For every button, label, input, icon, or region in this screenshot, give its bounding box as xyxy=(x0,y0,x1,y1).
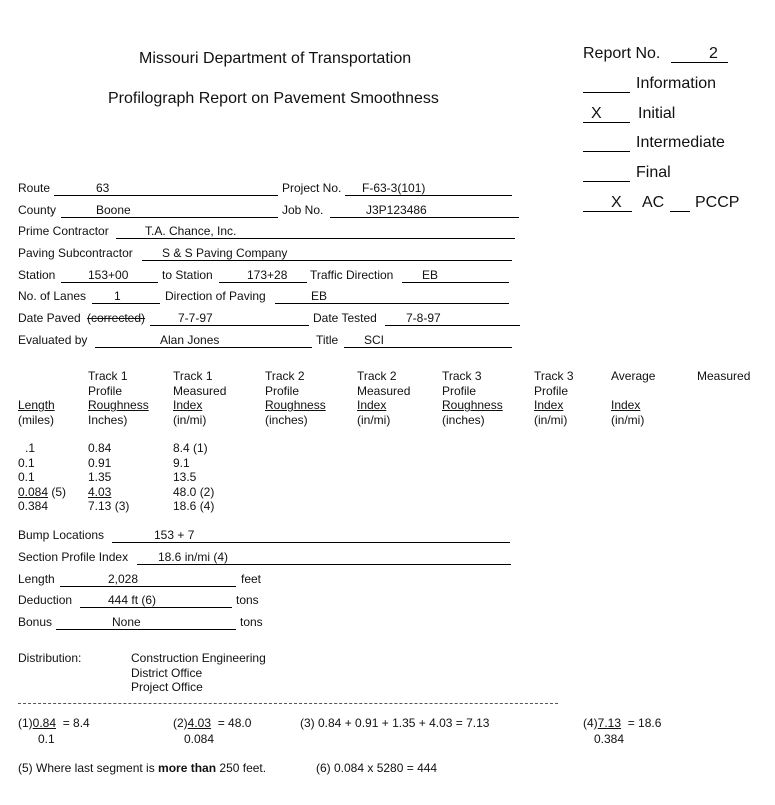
paving-label: Paving Subcontractor xyxy=(18,246,133,260)
report-no-label: Report No. xyxy=(583,45,661,62)
traffic-value: EB xyxy=(422,268,439,282)
traffic-label: Traffic Direction xyxy=(310,268,394,282)
bonus-value: None xyxy=(112,615,141,629)
deduction-label: Deduction xyxy=(18,593,73,607)
header-track3-roughness: Track 3 Profile Roughness (inches) xyxy=(442,369,503,427)
date-tested-label: Date Tested xyxy=(313,311,377,325)
report-no-value: 2 xyxy=(709,45,718,62)
footnote-1: (1)0.84 = 8.4 xyxy=(18,716,90,730)
direction-value: EB xyxy=(311,289,328,303)
date-tested-value: 7-8-97 xyxy=(406,311,441,325)
header-length: Length (miles) xyxy=(18,398,55,427)
table-row: .1 xyxy=(25,441,36,455)
bonus-unit: tons xyxy=(240,615,263,629)
county-label: County xyxy=(18,203,57,217)
header-measured: Measured xyxy=(697,369,751,383)
footnote-2-denominator: 0.084 xyxy=(184,732,215,746)
document-subtitle: Profilograph Report on Pavement Smoothness xyxy=(108,90,439,107)
document-title: Missouri Department of Transportation xyxy=(139,50,412,67)
footnote-1-denominator: 0.1 xyxy=(38,732,55,746)
route-label: Route xyxy=(18,181,51,195)
distribution-label: Distribution: xyxy=(18,651,82,665)
date-paved-note: (corrected) xyxy=(87,311,146,325)
ac-mark: X xyxy=(611,194,622,211)
deduction-value: 444 ft (6) xyxy=(108,593,157,607)
pccp-label: PCCP xyxy=(695,194,740,211)
spi-label: Section Profile Index xyxy=(18,550,129,564)
intermediate-label: Intermediate xyxy=(636,134,725,151)
header-track2-roughness: Track 2 Profile Roughness (inches) xyxy=(265,369,326,427)
prime-label: Prime Contractor xyxy=(18,224,109,238)
evaluated-value: Alan Jones xyxy=(160,333,220,347)
route-value: 63 xyxy=(96,181,110,195)
spi-value: 18.6 in/mi (4) xyxy=(158,550,229,564)
prime-value: T.A. Chance, Inc. xyxy=(145,224,237,238)
bump-value: 153 + 7 xyxy=(154,528,195,542)
divider xyxy=(18,703,558,704)
header-track1-roughness: Track 1 Profile Roughness Inches) xyxy=(88,369,149,427)
project-label: Project No. xyxy=(282,181,342,195)
footnote-2: (2)4.03 = 48.0 xyxy=(173,716,252,730)
station-to-value: 173+28 xyxy=(247,268,288,282)
header-average-index: Average Index (in/mi) xyxy=(611,369,656,427)
length-label: Length xyxy=(18,572,55,586)
project-value: F-63-3(101) xyxy=(362,181,426,195)
distribution-list xyxy=(131,651,266,695)
station-label: Station xyxy=(18,268,56,282)
list-item: Construction Engineering xyxy=(131,651,266,665)
footnote-3: (3) 0.84 + 0.91 + 1.35 + 4.03 = 7.13 xyxy=(300,716,490,730)
bump-label: Bump Locations xyxy=(18,528,105,542)
footnote-4: (4)7.13 = 18.6 xyxy=(583,716,662,730)
footnote-5: (5) Where last segment is more than 250 feet. xyxy=(18,761,267,775)
list-item: Project Office xyxy=(131,680,203,694)
lanes-label: No. of Lanes xyxy=(18,289,87,303)
station-from-value: 153+00 xyxy=(88,268,129,282)
county-value: Boone xyxy=(96,203,131,217)
deduction-unit: tons xyxy=(236,593,259,607)
direction-label: Direction of Paving xyxy=(165,289,266,303)
length-value: 2,028 xyxy=(108,572,139,586)
table-row: 0.084 (5) xyxy=(18,484,67,499)
list-item: District Office xyxy=(131,665,203,680)
table-row: 0.384 xyxy=(18,499,49,513)
title-label: Title xyxy=(316,333,339,347)
title-value: SCI xyxy=(364,333,385,347)
header-track2-index: Track 2 Measured Index (in/mi) xyxy=(357,369,411,427)
header-track3-index: Track 3 Profile Index (in/mi) xyxy=(534,369,574,427)
table-row: 0.1 xyxy=(18,455,35,470)
initial-label: Initial xyxy=(638,105,676,122)
column-track1-roughness: 0.84 0.91 1.35 4.03 7.13 (3) xyxy=(88,441,130,513)
lanes-value: 1 xyxy=(114,289,121,303)
job-value: J3P123486 xyxy=(366,203,427,217)
final-label: Final xyxy=(636,164,671,181)
column-length xyxy=(18,441,66,514)
header-track1-index: Track 1 Measured Index (in/mi) xyxy=(173,369,227,427)
information-label: Information xyxy=(636,75,717,92)
footnote-4-denominator: 0.384 xyxy=(594,732,625,746)
evaluated-label: Evaluated by xyxy=(18,333,88,347)
job-label: Job No. xyxy=(282,203,324,217)
date-paved-label: Date Paved xyxy=(18,311,81,325)
initial-mark: X xyxy=(591,105,602,122)
length-unit: feet xyxy=(241,572,262,586)
date-paved-value: 7-7-97 xyxy=(178,311,213,325)
to-station-label: to Station xyxy=(162,268,213,282)
table-row: 0.1 xyxy=(18,470,35,484)
footnote-6: (6) 0.084 x 5280 = 444 xyxy=(316,761,438,775)
column-track1-index: 8.4 (1) 9.1 13.5 48.0 (2) 18.6 (4) xyxy=(173,441,215,513)
ac-label: AC xyxy=(642,194,665,211)
bonus-label: Bonus xyxy=(18,615,53,629)
paving-value: S & S Paving Company xyxy=(162,246,288,260)
